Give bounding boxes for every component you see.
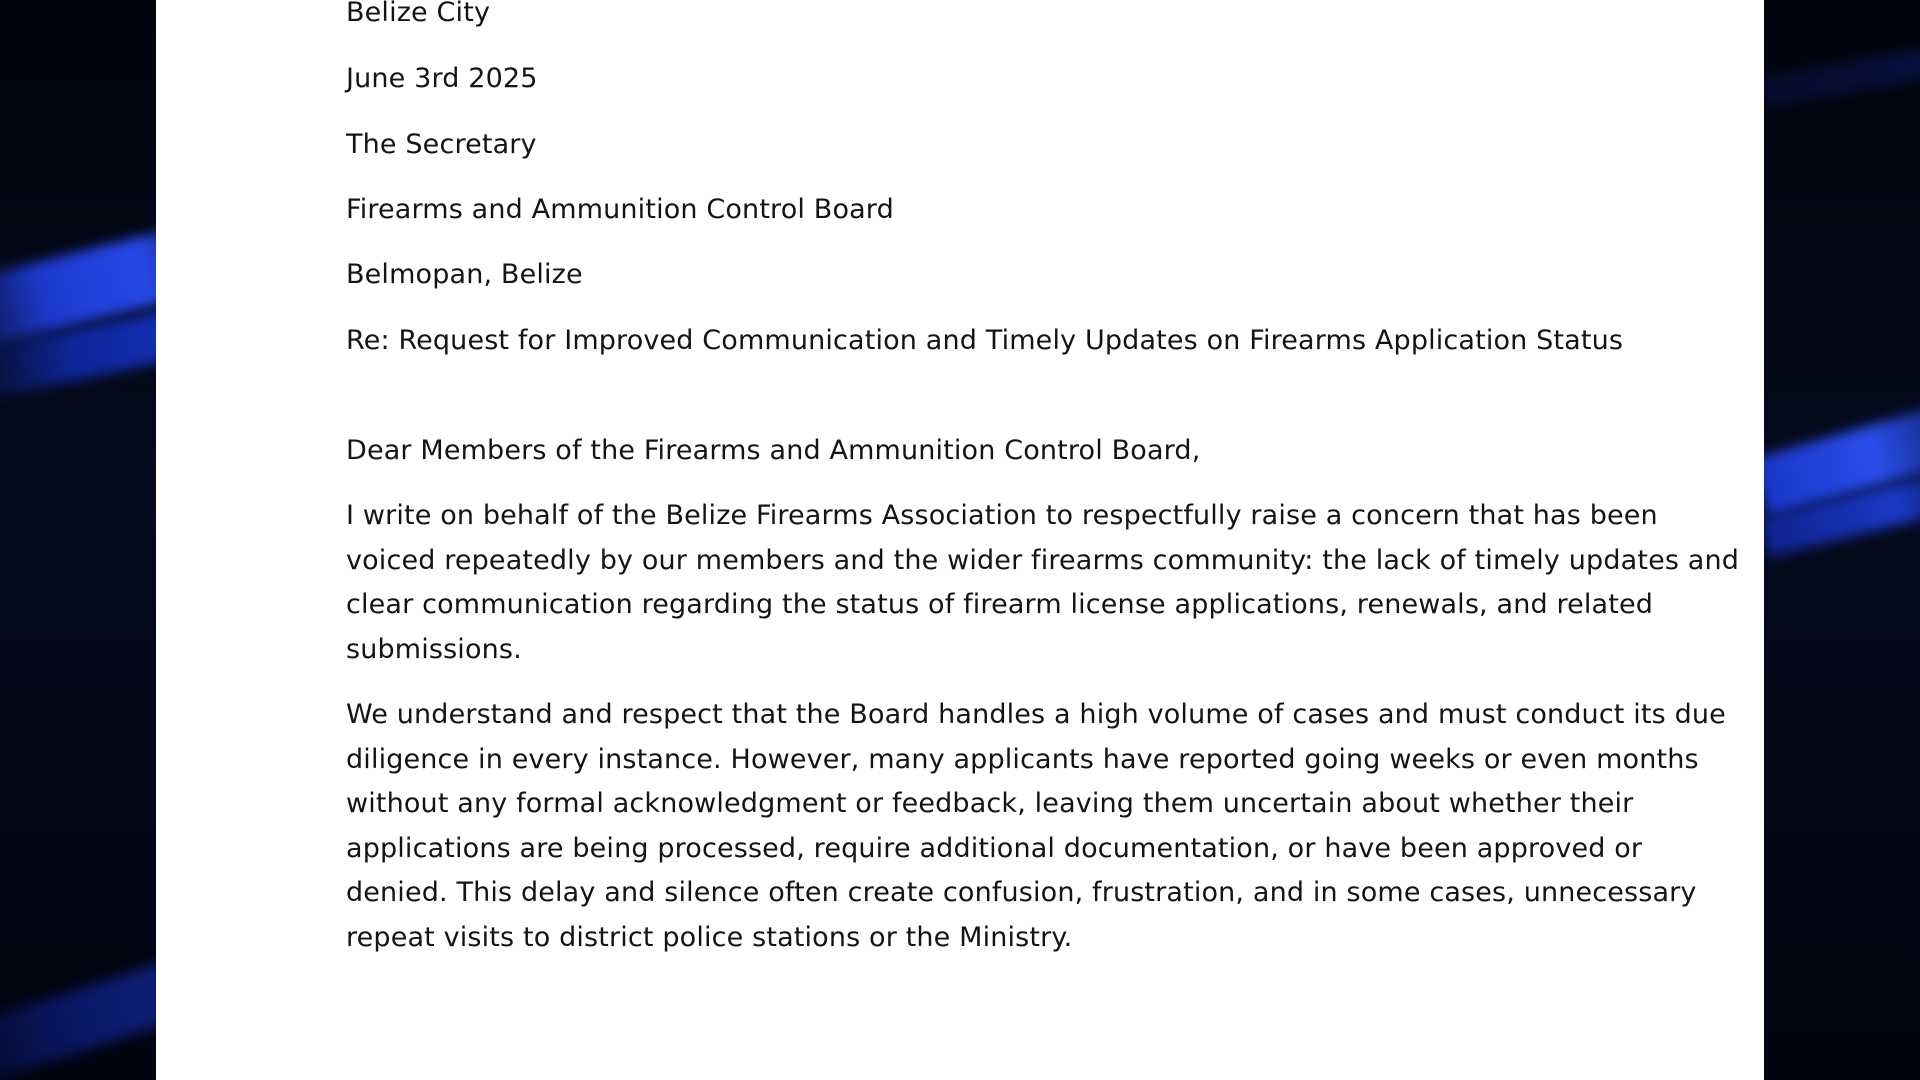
letter-subject: Re: Request for Improved Communication and Timely Updates on Firearms Application Status (346, 325, 1624, 356)
letter-paragraph: We understand and respect that the Board handles a high volume of cases and must conduct its due diligence in every instance. However, many applicants have reported going weeks or even months without any formal acknowledgment or feedback, leaving them uncertain about whether their applications are being processed, require additional documentation, or have been approved or denied. This delay and silence often create confusion, frustration, and in some cases, unnecessary repeat visits to district police stations or the Ministry. (346, 699, 1726, 953)
recipient-title: The Secretary (346, 129, 537, 160)
letter-paragraph: I write on behalf of the Belize Firearms Association to respectfully raise a concern that has been voiced repeatedly by our members and the wider firearms community: the lack of timely updates and clear communication regarding the status of firearm license applications, renewals, and related submissions. (346, 500, 1740, 665)
background-light-streak (1759, 43, 1920, 107)
letter-date: June 3rd 2025 (346, 63, 538, 94)
letter-salutation: Dear Members of the Firearms and Ammunition Control Board, (346, 435, 1201, 466)
recipient-organization: Firearms and Ammunition Control Board (346, 194, 894, 225)
letter-page (156, 0, 1764, 1080)
letter-place: Belize City (346, 0, 491, 28)
recipient-location: Belmopan, Belize (346, 259, 583, 290)
